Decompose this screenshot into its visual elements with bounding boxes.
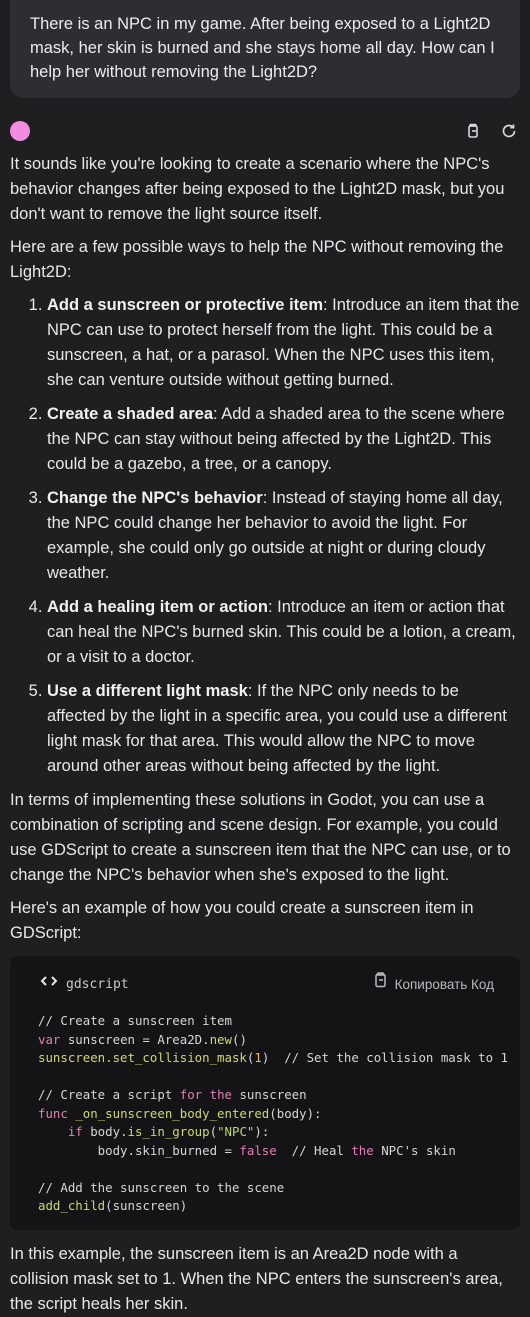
code-token: sunscreen.set_collision_mask — [38, 1050, 247, 1065]
code-token: is_in_group — [127, 1124, 210, 1139]
list-item — [47, 402, 520, 477]
code-line: // Add the sunscreen to the scene — [38, 1179, 285, 1195]
code-token: ): — [254, 1124, 270, 1139]
regenerate-icon[interactable] — [500, 122, 518, 140]
code-line-rest: sunscreen = Area2D. — [60, 1031, 210, 1047]
copy-code-button[interactable] — [373, 971, 494, 997]
list-item — [47, 293, 520, 393]
list-item — [47, 486, 520, 586]
item-text: : Introduce an item that the NPC can use to protect herself from the light. This could be a sunscreen, a hat, or a parasol. When the NPC uses this item, she can venture outside without getting burned. — [47, 296, 520, 389]
code-token: for — [179, 1087, 203, 1102]
code-header — [10, 956, 520, 1012]
intro-paragraph: It sounds like you're looking to create a scenario where the NPC's behavior changes after being exposed to the Light2D mask, but you don't want to remove the light source itself. — [10, 155, 505, 223]
code-token: ( — [209, 1124, 218, 1139]
code-language — [40, 972, 129, 997]
message-actions — [464, 122, 518, 140]
code-language-label: gdscript — [66, 976, 129, 992]
item-text: : Add a shaded area to the scene where the NPC can stay without being affected by the Light2D. This could be a gazebo, a tree, or a canopy. — [47, 405, 505, 473]
list-item — [47, 595, 520, 670]
code-token: // Heal — [276, 1142, 352, 1158]
code-block — [10, 956, 520, 1230]
code-token: add_child — [38, 1198, 106, 1213]
code-token: false — [239, 1142, 277, 1158]
code-token: func — [38, 1105, 68, 1121]
clipboard-icon — [373, 971, 389, 997]
code-token: NPC's skin — [373, 1142, 456, 1158]
example-lead-paragraph: Here's an example of how you could create a sunscreen item in GDScript: — [10, 899, 474, 942]
code-token: the — [209, 1087, 232, 1102]
item-title: Use a different light mask — [47, 682, 248, 700]
code-token: // Create a script — [38, 1087, 180, 1102]
code-token — [202, 1087, 209, 1102]
code-token: if — [67, 1124, 83, 1139]
item-title: Add a healing item or action — [47, 598, 268, 616]
code-token: (body): — [269, 1105, 322, 1121]
item-text: : Instead of staying home all day, the NPC could change her behavior to avoid the light. For example, she could only go outside at night or during cloudy weather. — [47, 489, 503, 582]
code-line-var: var — [38, 1031, 61, 1047]
outro-paragraph: In this example, the sunscreen item is an Area2D node with a collision mask set to 1. When the NPC enters the sunscreen's area, the script heals her skin. — [10, 1244, 503, 1313]
code-token: new — [209, 1031, 232, 1047]
code-token: the — [351, 1142, 374, 1158]
suggestions-list — [10, 293, 520, 779]
lead-paragraph: Here are a few possible ways to help the NPC without removing the Light2D: — [10, 238, 504, 281]
godot-paragraph: In terms of implementing these solutions in Godot, you can use a combination of scripting and scene design. For example, you could use GDScript to create a sunscreen item that the NPC can use, or to change the NPC's behavior when she's exposed to the light. — [10, 791, 511, 884]
assistant-avatar — [10, 121, 30, 141]
item-text: : Introduce an item or action that can heal the NPC's burned skin. This could be a lotion, a cream, or a visit to a doctor. — [47, 598, 516, 666]
code-brackets-icon — [40, 972, 58, 997]
code-token: "NPC" — [217, 1124, 255, 1139]
item-title: Change the NPC's behavior — [47, 489, 263, 507]
code-token: 1 — [254, 1050, 262, 1065]
code-token: ) // Set the collision mask to 1 — [261, 1050, 508, 1065]
code-line: // Create a sunscreen item — [38, 1013, 232, 1028]
copy-code-label: Копировать Код — [394, 976, 494, 992]
code-token: sunscreen — [232, 1087, 307, 1102]
code-token: () — [231, 1031, 247, 1047]
item-title: Create a shaded area — [47, 405, 214, 423]
code-token — [38, 1124, 68, 1139]
assistant-outro — [0, 1242, 530, 1317]
item-title: Add a sunscreen or protective item — [47, 296, 323, 314]
list-item — [47, 679, 520, 779]
copy-icon[interactable] — [464, 122, 482, 140]
user-message-bubble — [10, 0, 520, 98]
code-token: body.skin_burned = — [38, 1142, 240, 1158]
code-content — [10, 1012, 520, 1216]
code-token: ( — [246, 1050, 255, 1065]
user-message-text: There is an NPC in my game. After being exposed to a Light2D mask, her skin is burned and she stays home all day. How can I help her without removing the Light2D? — [30, 15, 495, 81]
item-text: : If the NPC only needs to be affected by the light in a specific area, you could use a different light mask for that area. This would allow the NPC to move around other areas without being affected by the light. — [47, 682, 507, 775]
code-token: _on_sunscreen_body_entered — [75, 1105, 270, 1121]
assistant-message — [0, 152, 530, 946]
code-token: body. — [82, 1124, 128, 1139]
assistant-header — [0, 98, 530, 146]
code-token: (sunscreen) — [105, 1198, 188, 1213]
